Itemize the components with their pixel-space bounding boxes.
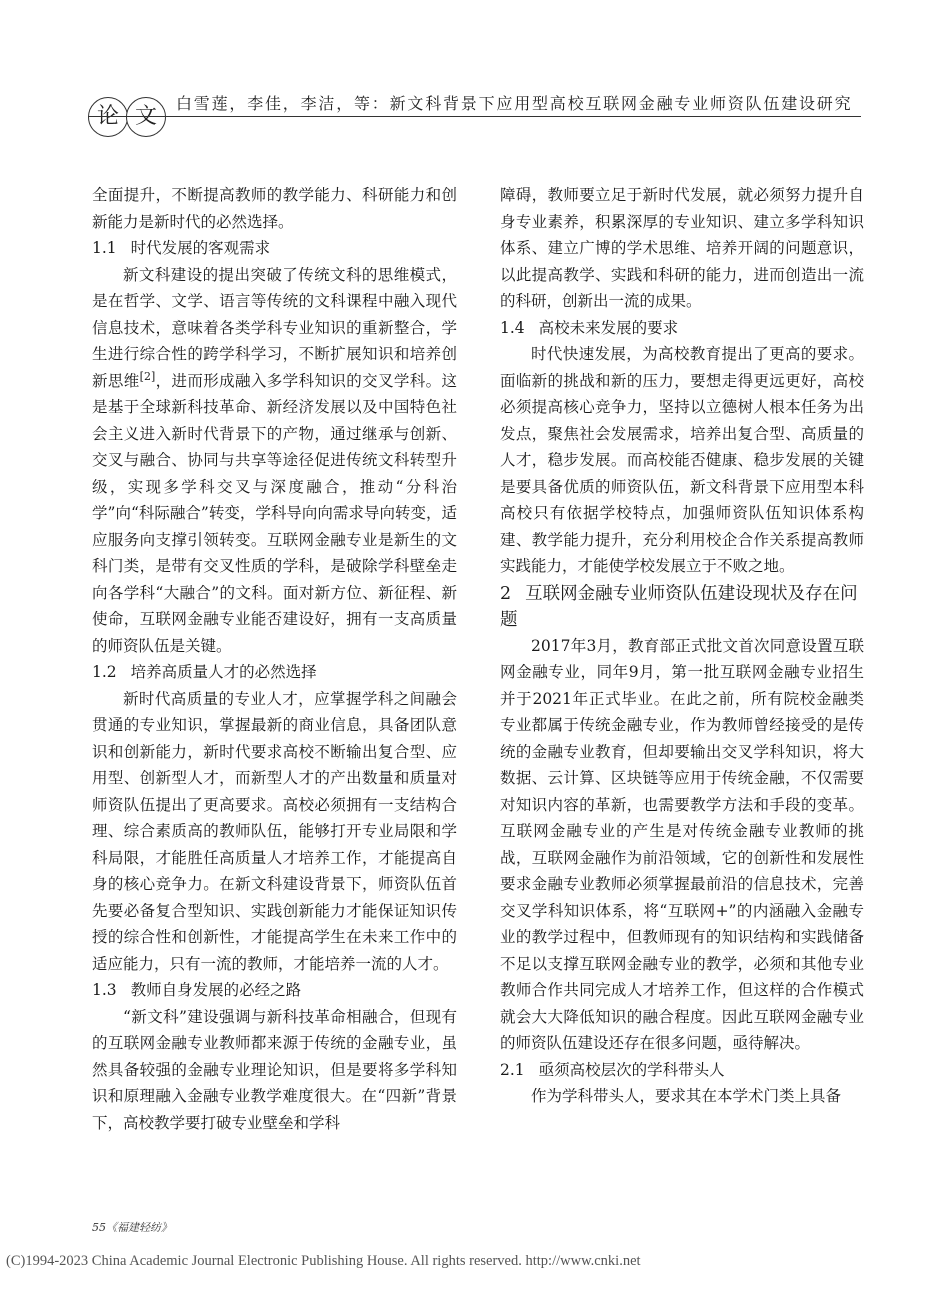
- page-number: 55《福建轻纺》: [92, 1221, 172, 1234]
- section-number: 1.4: [500, 318, 525, 337]
- section-heading-1-1: [92, 235, 457, 262]
- section-title: 互联网金融专业师资队伍建设现状及存在问题: [500, 583, 858, 630]
- paragraph: “新文科”建设强调与新科技革命相融合，但现有的互联网金融专业教师都来源于传统的金融专业，虽然具备较强的金融专业理论知识，但是要将多学科知识和原理融入金融专业教学难度很大。在“四新”背景下，高校教学要打破专业壁垒和学科: [92, 1007, 457, 1132]
- paragraph: 时代快速发展，为高校教育提出了更高的要求。面临新的挑战和新的压力，要想走得更远更好，高校必须提高核心竞争力，坚持以立德树人根本任务为出发点，聚焦社会发展需求，培养出复合型、高质量的人才，稳步发展。而高校能否健康、稳步发展的关键是要具备优质的师资队伍，新文科背景下应用型本科高校只有依据学校特点，加强师资队伍知识体系构建、教学能力提升，充分利用校企合作关系提高教师实践能力，才能使学校发展立于不败之地。: [500, 345, 864, 575]
- section-title: 教师自身发展的必经之路: [130, 981, 302, 999]
- section-title: 培养高质量人才的必然选择: [130, 663, 317, 681]
- section-title: 高校未来发展的要求: [538, 318, 679, 337]
- header-title: 白雪莲，李佳，李洁，等：新文科背景下应用型高校互联网金融专业师资队伍建设研究: [176, 94, 853, 113]
- section-number: 1.3: [92, 981, 117, 999]
- section-number: 2: [500, 583, 512, 604]
- section-heading-1-4: [500, 315, 864, 342]
- section-number: 1.1: [92, 239, 117, 257]
- paragraph: 2017年3月，教育部正式批文首次同意设置互联网金融专业，同年9月，第一批互联网金融专业招生并于2021年正式毕业。在此之前，所有院校金融类专业都属于传统金融专业，作为教师曾经接受的是传统的金融专业教育，但却要输出交叉学科知识，将大数据、云计算、区块链等应用于传统金融，不仅需要对知识内容的革新，也需要教学方法和手段的变革。互联网金融专业的产生是对传统金融专业教师的挑战，互联网金融作为前沿领域，它的创新性和发展性要求金融专业教师必须掌握最前沿的信息技术，完善交叉学科知识体系，将“互联网+”的内涵融入金融专业的教学过程中，但教师现有的知识结构和实践储备不足以支撑互联网金融专业的教学，必须和其他专业教师合作共同完成人才培养工作，但这样的合作模式就会大大降低知识的融合程度。因此互联网金融专业的师资队伍建设还存在很多问题，亟待解决。: [500, 636, 864, 1052]
- paragraph-text: 新文科建设的提出突破了传统文科的思维模式，是在哲学、文学、语言等传统的文科课程中融入现代信息技术，意味着各类学科专业知识的重新整合，学生进行综合性的跨学科学习，不断扩展知识和培养创新思维: [92, 265, 457, 390]
- paragraph: 障碍，教师要立足于新时代发展，就必须努力提升自身专业素养，积累深厚的专业知识、建立多学科知识体系、建立广博的学术思维、培养开阔的问题意识，以此提高教学、实践和科研的能力，进而创造出一流的科研，创新出一流的成果。: [500, 186, 864, 310]
- section-heading-1-2: [92, 659, 457, 686]
- copyright-line: (C)1994-2023 China Academic Journal Electronic Publishing House. All rights reserved. http://www.cnki.net: [6, 1253, 641, 1269]
- left-column: [92, 182, 457, 1136]
- paragraph: 全面提升，不断提高教师的教学能力、科研能力和创新能力是新时代的必然选择。: [92, 186, 457, 231]
- badge-wen: 文: [126, 97, 166, 137]
- paragraph: 新时代高质量的专业人才，应掌握学科之间融会贯通的专业知识，掌握最新的商业信息，具备团队意识和创新能力，新时代要求高校不断输出复合型、应用型、创新型人才，而新型人才的产出数量和质量对师资队伍提出了更高要求。高校必须拥有一支结构合理、综合素质高的教师队伍，能够打开专业局限和学科局限，才能胜任高质量人才培养工作，才能提高自身的核心竞争力。在新文科建设背景下，师资队伍首先要必备复合型知识、实践创新能力才能保证知识传授的综合性和创新性，才能提高学生在未来工作中的适应能力，只有一流的教师，才能培养一流的人才。: [92, 689, 457, 973]
- citation: [2]: [139, 369, 156, 383]
- section-title: 亟须高校层次的学科带头人: [538, 1060, 725, 1079]
- section-title: 时代发展的客观需求: [130, 239, 271, 257]
- section-heading-2: [500, 581, 864, 633]
- badge-lun: 论: [88, 97, 128, 137]
- right-column: [500, 182, 864, 1110]
- section-number: 2.1: [500, 1060, 525, 1079]
- section-number: 1.2: [92, 663, 117, 681]
- header-rule: [88, 116, 861, 117]
- section-heading-1-3: [92, 977, 457, 1004]
- paragraph: 作为学科带头人，要求其在本学术门类上具备: [531, 1087, 842, 1105]
- paragraph: [92, 262, 457, 660]
- section-heading-2-1: [500, 1057, 864, 1084]
- paragraph-text: ，进而形成融入多学科知识的交叉学科。这是基于全球新科技革命、新经济发展以及中国特色社会主义进入新时代背景下的产物，通过继承与创新、交叉与融合、协同与共享等途径促进传统文科转型升级，实现多学科交叉与深度融合，推动“分科治学”向“科际融合”转变，学科导向向需求导向转变，适应服务向支撑引领转变。互联网金融专业是新生的文科门类，是带有交叉性质的学科，是破除学科壁垒走向各学科“大融合”的文科。面对新方位、新征程、新使命，互联网金融专业能否建设好，拥有一支高质量的师资队伍是关键。: [92, 371, 457, 655]
